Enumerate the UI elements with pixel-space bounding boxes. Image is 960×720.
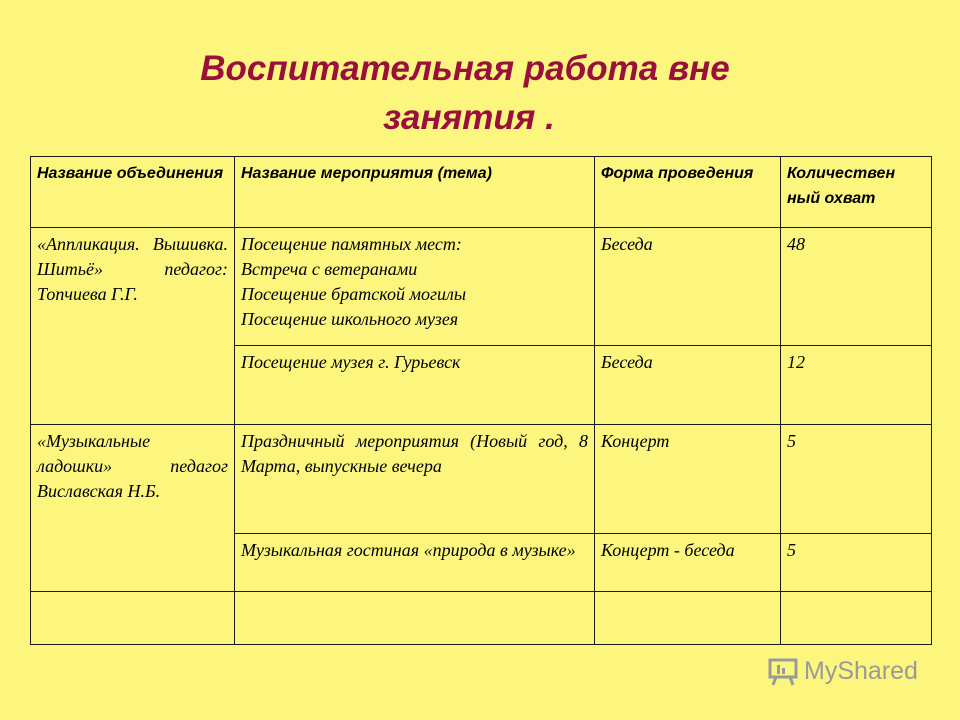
event-line: Посещение школьного музея [241, 309, 459, 329]
activities-table [30, 156, 932, 645]
page-title [0, 44, 930, 142]
table-row [31, 425, 932, 534]
empty-cell [595, 592, 781, 645]
empty-row [31, 592, 932, 645]
count-cell: 5 [781, 534, 932, 592]
myshared-watermark [768, 656, 918, 686]
form-cell: Концерт - беседа [595, 534, 781, 592]
title-line-1: Воспитательная работа вне [200, 49, 730, 88]
form-cell: Концерт [595, 425, 781, 534]
event-line: Посещение памятных мест: [241, 234, 462, 254]
header-association: Название объединения [31, 157, 235, 228]
count-cell: 48 [781, 228, 932, 346]
event-line: Встреча с ветеранами [241, 259, 418, 279]
event-line: Посещение братской могилы [241, 284, 467, 304]
table-row [31, 228, 932, 346]
form-cell: Беседа [595, 228, 781, 346]
title-line-2: занятия . [383, 98, 555, 137]
count-cell: 12 [781, 346, 932, 425]
form-cell: Беседа [595, 346, 781, 425]
event-cell: Музыкальная гостиная «природа в музыке» [235, 534, 595, 592]
empty-cell [235, 592, 595, 645]
header-form: Форма проведения [595, 157, 781, 228]
presentation-board-icon [768, 656, 798, 686]
header-event: Название мероприятия (тема) [235, 157, 595, 228]
event-cell: Посещение музея г. Гурьевск [235, 346, 595, 425]
association-cell: «Аппликация. Вышивка. Шитьё» педагог: Топчиева Г.Г. [31, 228, 235, 425]
count-cell: 5 [781, 425, 932, 534]
empty-cell [31, 592, 235, 645]
event-cell [235, 228, 595, 346]
watermark-text: MyShared [804, 656, 918, 685]
header-coverage: Количествен ный охват [781, 157, 932, 228]
table-header-row [31, 157, 932, 228]
empty-cell [781, 592, 932, 645]
association-cell: «Музыкальные ладошки» педагог Виславская Н.Б. [31, 425, 235, 592]
event-cell: Праздничный мероприятия (Новый год, 8 Марта, выпускные вечера [235, 425, 595, 534]
